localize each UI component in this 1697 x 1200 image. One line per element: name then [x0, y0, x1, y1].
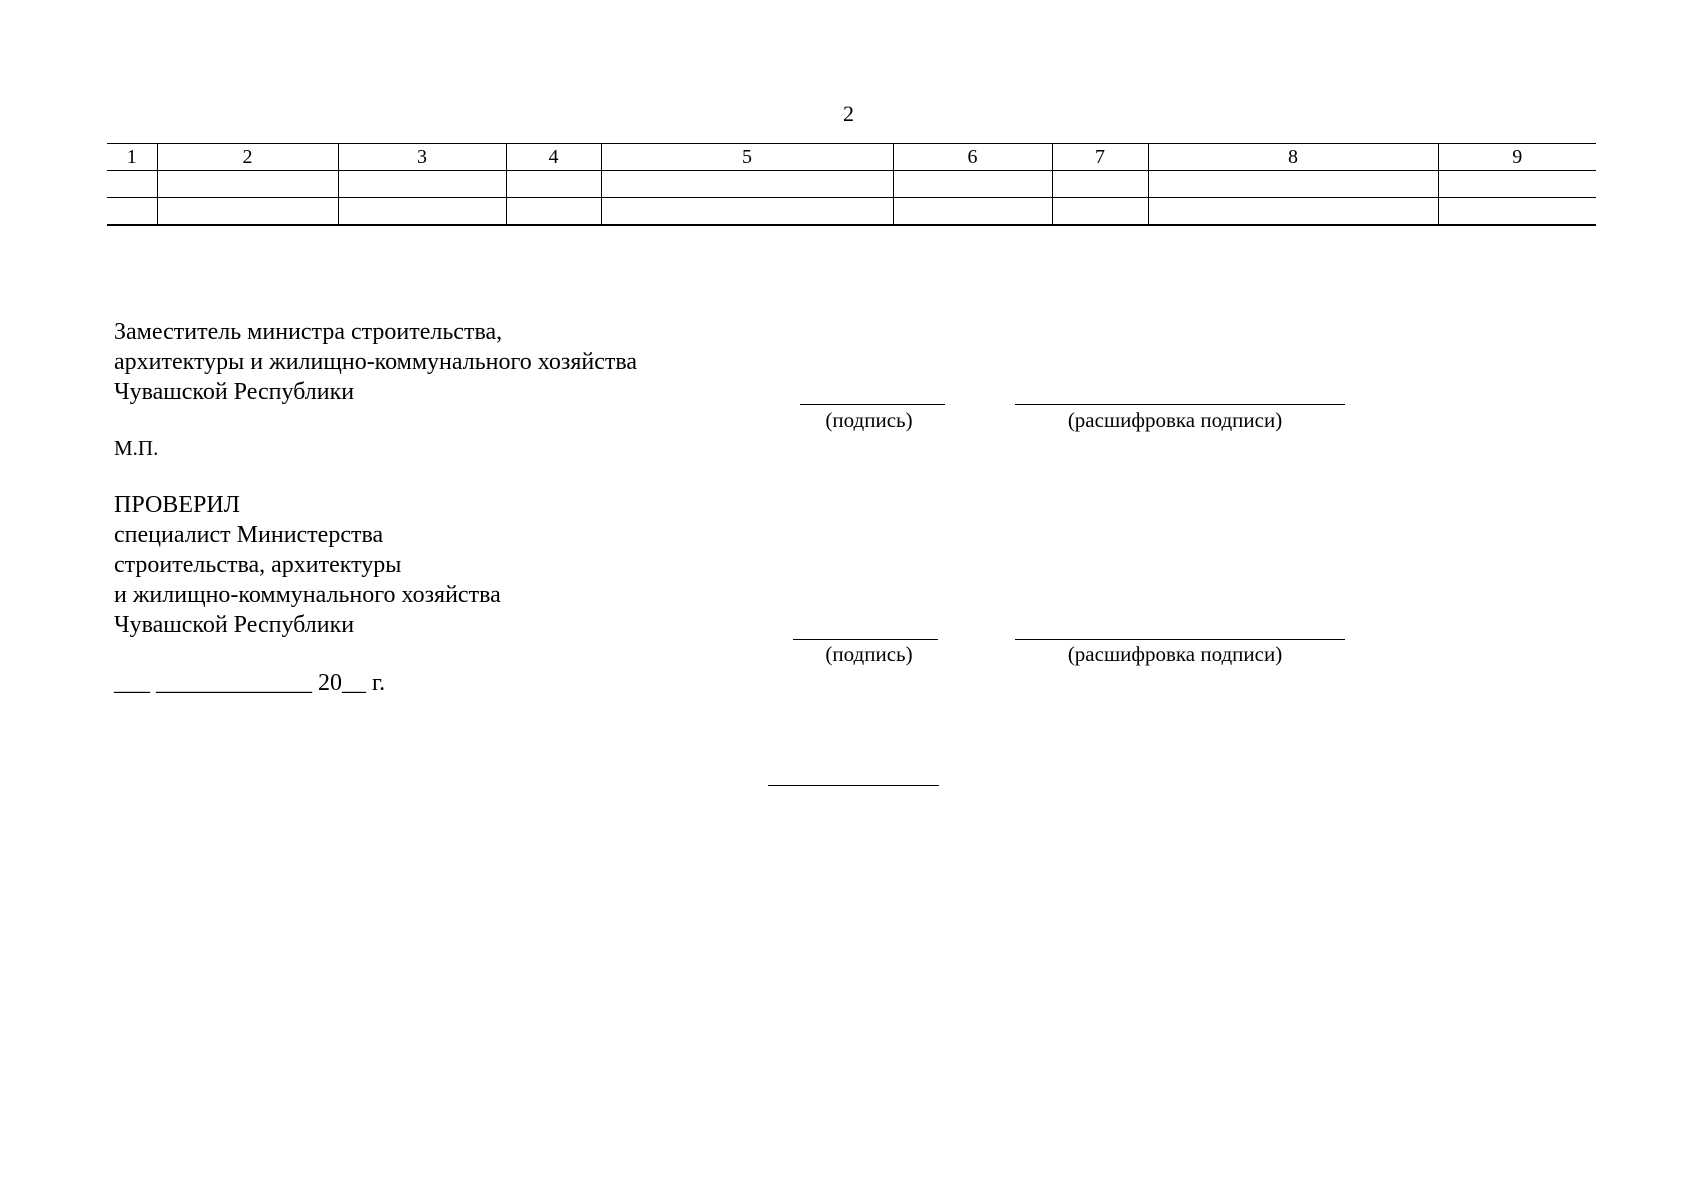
checker-position-line: специалист Министерства — [114, 522, 384, 548]
stamp-placeholder: М.П. — [114, 436, 159, 460]
table-cell — [1052, 171, 1148, 198]
page-number: 2 — [843, 101, 854, 126]
data-table — [107, 143, 1596, 226]
table-header-cell: 6 — [893, 144, 1052, 171]
closing-rule — [768, 785, 939, 786]
signatory-position-line: архитектуры и жилищно-коммунального хозяйства — [114, 349, 638, 375]
table-cell — [1148, 198, 1438, 226]
table-cell — [1438, 198, 1596, 226]
table-cell — [601, 198, 893, 226]
signature-decoding-caption: (расшифровка подписи) — [1067, 408, 1283, 432]
table-row — [107, 171, 1596, 198]
table-cell — [157, 171, 338, 198]
date-line: ___ _____________ 20__ г. — [114, 670, 386, 696]
signatory-position-line: Заместитель министра строительства, — [114, 319, 503, 345]
table-cell — [338, 171, 506, 198]
table-cell — [157, 198, 338, 226]
table-cell — [1438, 171, 1596, 198]
table-header-row — [107, 144, 1596, 171]
checker-position-line: Чувашской Республики — [114, 612, 355, 638]
signature-decoding-line — [1015, 404, 1345, 405]
table-cell — [601, 171, 893, 198]
signatory-position-line: Чувашской Республики — [114, 379, 355, 405]
signature-decoding-line — [1015, 639, 1345, 640]
table-cell — [506, 198, 601, 226]
table-cell — [506, 171, 601, 198]
table-header-cell: 3 — [338, 144, 506, 171]
table-header-cell: 9 — [1438, 144, 1596, 171]
table-header-cell: 8 — [1148, 144, 1438, 171]
table-header-cell: 7 — [1052, 144, 1148, 171]
signature-line — [793, 639, 938, 640]
table-cell — [1052, 198, 1148, 226]
signature-line — [800, 404, 945, 405]
table-header-cell: 2 — [157, 144, 338, 171]
table-cell — [338, 198, 506, 226]
signature-caption: (подпись) — [825, 642, 913, 666]
signature-decoding-caption: (расшифровка подписи) — [1067, 642, 1283, 666]
table-cell — [893, 171, 1052, 198]
checker-position-line: строительства, архитектуры — [114, 552, 402, 578]
table-header-cell: 5 — [601, 144, 893, 171]
table-header-cell: 4 — [506, 144, 601, 171]
table-cell — [107, 171, 157, 198]
signature-caption: (подпись) — [825, 408, 913, 432]
table-header-cell: 1 — [107, 144, 157, 171]
table-cell — [107, 198, 157, 226]
table-row — [107, 198, 1596, 226]
table-cell — [893, 198, 1052, 226]
checked-title: ПРОВЕРИЛ — [114, 492, 240, 518]
table-cell — [1148, 171, 1438, 198]
checker-position-line: и жилищно-коммунального хозяйства — [114, 582, 501, 608]
